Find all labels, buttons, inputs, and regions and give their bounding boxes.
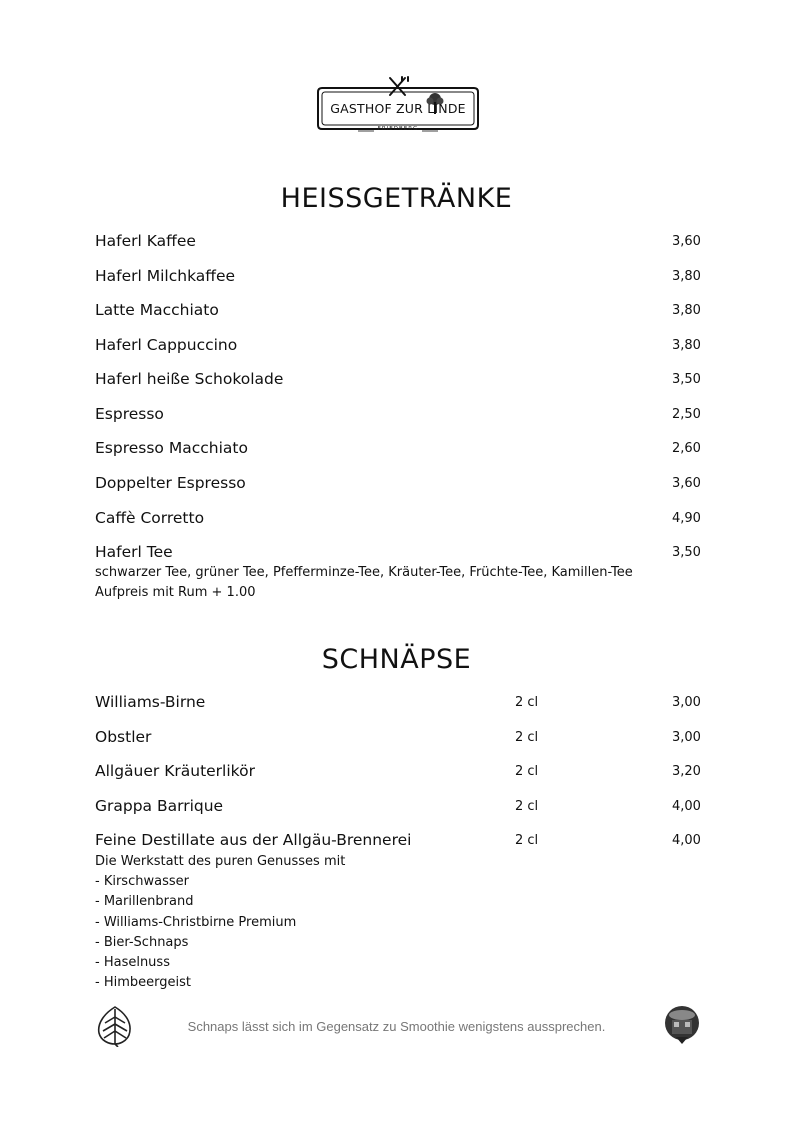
logo-location: FRIEDBERG bbox=[377, 126, 419, 132]
menu-item bbox=[95, 439, 705, 459]
menu-item bbox=[95, 693, 705, 713]
restaurant-logo bbox=[314, 76, 482, 138]
item-price: 3,00 bbox=[672, 730, 701, 745]
distillate-list-item: - Himbeergeist bbox=[95, 975, 191, 990]
menu-item bbox=[95, 301, 705, 321]
item-price: 3,60 bbox=[672, 234, 701, 249]
menu-item bbox=[95, 831, 705, 851]
menu-item bbox=[95, 232, 705, 252]
item-size: 2 cl bbox=[515, 695, 539, 710]
rum-surcharge-note: Aufpreis mit Rum + 1.00 bbox=[95, 585, 256, 600]
item-name: Doppelter Espresso bbox=[95, 474, 246, 492]
tea-varieties-note: schwarzer Tee, grüner Tee, Pfefferminze-Tee, Kräuter-Tee, Früchte-Tee, Kamillen-Tee bbox=[95, 565, 633, 580]
menu-item bbox=[95, 543, 705, 563]
footer-quote: Schnaps lässt sich im Gegensatz zu Smoothie wenigstens aussprechen. bbox=[187, 1019, 606, 1034]
menu-item bbox=[95, 267, 705, 287]
item-name: Haferl Milchkaffee bbox=[95, 267, 236, 285]
item-price: 4,90 bbox=[672, 511, 701, 526]
menu-item bbox=[95, 797, 705, 817]
item-price: 3,80 bbox=[672, 338, 701, 353]
item-name: Haferl Tee bbox=[95, 543, 173, 561]
distillate-list-item: - Williams-Christbirne Premium bbox=[95, 915, 297, 930]
item-name: Haferl heiße Schokolade bbox=[95, 370, 284, 388]
item-price: 3,20 bbox=[672, 764, 701, 779]
item-name: Williams-Birne bbox=[95, 693, 206, 711]
item-price: 4,00 bbox=[672, 833, 701, 848]
distillate-list-item: - Bier-Schnaps bbox=[95, 935, 189, 950]
item-name: Espresso bbox=[95, 405, 164, 423]
item-size: 2 cl bbox=[515, 730, 539, 745]
item-price: 2,60 bbox=[672, 441, 701, 456]
menu-item bbox=[95, 762, 705, 782]
item-name: Feine Destillate aus der Allgäu-Brennerei bbox=[95, 831, 412, 849]
item-price: 3,00 bbox=[672, 695, 701, 710]
section-title-schnapps: SCHNÄPSE bbox=[321, 644, 472, 675]
distillate-list-item: - Kirschwasser bbox=[95, 874, 189, 889]
item-price: 3,80 bbox=[672, 269, 701, 284]
item-price: 3,80 bbox=[672, 303, 701, 318]
item-name: Grappa Barrique bbox=[95, 797, 224, 815]
item-price: 3,60 bbox=[672, 476, 701, 491]
item-price: 3,50 bbox=[672, 372, 701, 387]
menu-item bbox=[95, 405, 705, 425]
item-name: Latte Macchiato bbox=[95, 301, 219, 319]
item-size: 2 cl bbox=[515, 799, 539, 814]
item-name: Haferl Kaffee bbox=[95, 232, 196, 250]
item-size: 2 cl bbox=[515, 764, 539, 779]
item-name: Haferl Cappuccino bbox=[95, 336, 238, 354]
menu-item bbox=[95, 370, 705, 390]
item-price: 3,50 bbox=[672, 545, 701, 560]
distillate-list-item: - Haselnuss bbox=[95, 955, 170, 970]
section-title-hot-drinks: HEISSGETRÄNKE bbox=[280, 183, 513, 214]
item-price: 2,50 bbox=[672, 407, 701, 422]
shot-glass-icon bbox=[664, 1005, 700, 1049]
menu-item bbox=[95, 509, 705, 529]
item-name: Caffè Corretto bbox=[95, 509, 205, 527]
logo-wordmark: GASTHOF ZUR LINDE bbox=[330, 101, 466, 116]
item-size: 2 cl bbox=[515, 833, 539, 848]
menu-item bbox=[95, 336, 705, 356]
menu-item bbox=[95, 728, 705, 748]
menu-item bbox=[95, 474, 705, 494]
item-name: Allgäuer Kräuterlikör bbox=[95, 762, 255, 780]
item-name: Espresso Macchiato bbox=[95, 439, 248, 457]
distillery-note: Die Werkstatt des puren Genusses mit bbox=[95, 854, 346, 869]
item-name: Obstler bbox=[95, 728, 152, 746]
distillate-list-item: - Marillenbrand bbox=[95, 894, 194, 909]
item-price: 4,00 bbox=[672, 799, 701, 814]
